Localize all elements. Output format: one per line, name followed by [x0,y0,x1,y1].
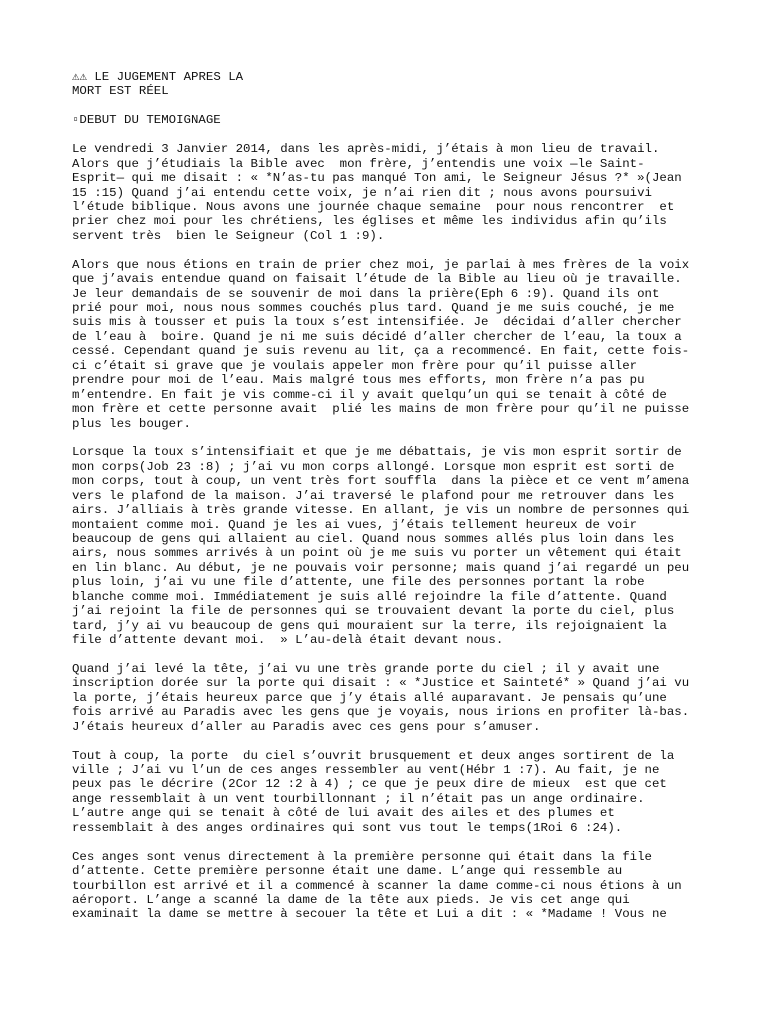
title-line: MORT EST RÉEL [72,84,169,99]
paragraph-line: airs, nous sommes arrivés à un point où je me suis vu porter un vêtement qui était [72,546,682,561]
paragraph-line: en lin blanc. Au début, je ne pouvais voir personne; mais quand j’ai regardé un peu [72,560,690,575]
paragraph-line: d’attente. Cette première personne était une dame. L’ange qui ressemble au [72,864,623,879]
title-line: ⚠⚠ LE JUGEMENT APRES LA [72,70,244,84]
paragraph-line: l’étude biblique. Nous avons une journée chaque semaine pour nous rencontrer et [72,199,675,214]
paragraph [72,258,732,431]
paragraph-line: ville ; J’ai vu l’un de ces anges ressembler au vent(Hébr 1 :7). Au fait, je ne [72,763,660,777]
paragraph-line: Tout à coup, la porte du ciel s’ouvrit brusquement et deux anges sortirent de la [72,748,675,763]
paragraph-line: tourbillon est arrivé et il a commencé à scanner la dame comme-ci nous étions à un [72,878,682,893]
paragraph-line: J’étais heureux d’aller au Paradis avec ces gens pour s’amuser. [72,719,541,734]
paragraph-line: plus loin, j’ai vu une file d’attente, une file des personnes portant la robe [72,575,645,590]
paragraph-line: prier chez moi pour les chrétiens, les églises et même les individus afin qu’ils [72,214,667,229]
paragraph-line: blanche comme moi. Immédiatement je suis allé rejoindre la file d’attente. Quand [72,589,667,604]
paragraph-line: la porte, j’étais heureux parce que j’y étais allé auparavant. Je pensais qu’une [72,690,667,705]
document-body [72,142,732,922]
paragraph [72,445,732,647]
paragraph-line: ange ressemblait à un vent tourbillonnant ; il n’était pas un ange ordinaire. [72,791,645,806]
paragraph-line: Ces anges sont venus directement à la première personne qui était dans la file [72,849,652,864]
paragraph-line: file d’attente devant moi. » L’au-delà était devant nous. [72,633,504,648]
paragraph-line: examinait la dame se mettre à secouer la tête et Lui a dit : « *Madame ! Vous ne [72,907,667,922]
paragraph-line: suis mis à tousser et puis la toux s’est intensifiée. Je décidai d’aller chercher [72,315,682,330]
document-title [72,70,732,99]
paragraph [72,749,732,836]
paragraph-line: beaucoup de gens qui allaient au ciel. Quand nous sommes allés plus loin dans les [72,532,675,546]
paragraph-line: L’autre ange qui se tenait à côté de lui avait des ailes et des plumes et [72,806,615,821]
paragraph-line: ci c’était si grave que je voulais appeler mon frère pour qu’il puisse aller [72,358,638,373]
paragraph-line: de l’eau à boire. Quand je ni me suis décidé d’aller chercher de l’eau, la toux a [72,329,682,344]
paragraph-line: aéroport. L’ange a scanné la dame de la tête aux pieds. Je vis cet ange qui [72,892,630,907]
paragraph-line: peux pas le décrire (2Cor 12 :2 à 4) ; ce que je peux dire de mieux est que cet [72,777,667,792]
paragraph-line: Alors que nous étions en train de prier chez moi, je parlai à mes frères de la voix [72,257,690,272]
paragraph-line: m’entendre. En fait je vis comme-ci il y avait quelqu’un qui se tenait à côté de [72,387,667,402]
paragraph [72,662,732,734]
paragraph-line: Je leur demandais de se souvenir de moi dans la prière(Eph 6 :9). Quand ils ont [72,286,660,301]
paragraph-line: montaient comme moi. Quand je les ai vues, j’étais tellement heureux de voir [72,517,638,532]
paragraph-line: airs. J’alliais à très grande vitesse. En allant, je vis un nombre de personnes qui [72,503,690,518]
paragraph-line: Le vendredi 3 Janvier 2014, dans les après-midi, j’étais à mon lieu de travail. [72,142,660,157]
paragraph-line: tard, j’y ai vu beaucoup de gens qui mouraient sur la terre, ils rejoignaient la [72,618,667,633]
paragraph-line: j’ai rejoint la file de personnes qui se trouvaient devant la porte du ciel, plus [72,604,675,619]
paragraph [72,850,732,922]
paragraph-line: fois arrivé au Paradis avec les gens que je voyais, nous irions en profiter là-bas. [72,705,690,720]
paragraph-line: mon corps(Job 23 :8) ; j’ai vu mon corps allongé. Lorsque mon esprit est sorti de [72,459,675,474]
paragraph-line: Lorsque la toux s’intensifiait et que je me débattais, je vis mon esprit sortir de [72,445,682,460]
paragraph-line: Esprit— qui me disait : « *N’as-tu pas manqué Ton ami, le Seigneur Jésus ?* »(Jean [72,171,682,186]
paragraph [72,142,732,243]
paragraph-line: cessé. Cependant quand je suis revenu au lit, ça a recommencé. En fait, cette fois- [72,344,690,359]
paragraph-line: servent très bien le Seigneur (Col 1 :9). [72,228,385,243]
paragraph-line: mon frère et cette personne avait plié les mains de mon frère pour qu’il ne puisse [72,402,690,417]
section-heading: ▫DEBUT DU TEMOIGNAGE [72,113,221,128]
paragraph-line: 15 :15) Quand j’ai entendu cette voix, je n’ai rien dit ; nous avons poursuivi [72,185,652,200]
paragraph-line: Quand j’ai levé la tête, j’ai vu une très grande porte du ciel ; il y avait une [72,661,660,676]
document-page [72,70,732,922]
paragraph-line: ressemblait à des anges ordinaires qui sont vus tout le temps(1Roi 6 :24). [72,820,623,835]
paragraph-line: Alors que j’étudiais la Bible avec mon frère, j’entendis une voix —le Saint- [72,156,645,171]
paragraph-line: inscription dorée sur la porte qui disait : « *Justice et Sainteté* » Quand j’ai vu [72,676,690,691]
paragraph-line: prié pour moi, nous nous sommes couchés plus tard. Quand je me suis couché, je me [72,301,675,315]
paragraph-line: vers le plafond de la maison. J’ai traversé le plafond pour me retrouver dans les [72,488,675,503]
paragraph-line: prendre pour moi de l’eau. Mais malgré tous mes efforts, mon frère n’a pas pu [72,373,645,388]
paragraph-line: que j’avais entendue quand on faisait l’étude de la Bible au lieu où je travaille. [72,272,682,287]
paragraph-line: mon corps, tout à coup, un vent très fort souffla dans la pièce et ce vent m’amena [72,474,690,489]
paragraph-line: plus les bouger. [72,416,191,431]
